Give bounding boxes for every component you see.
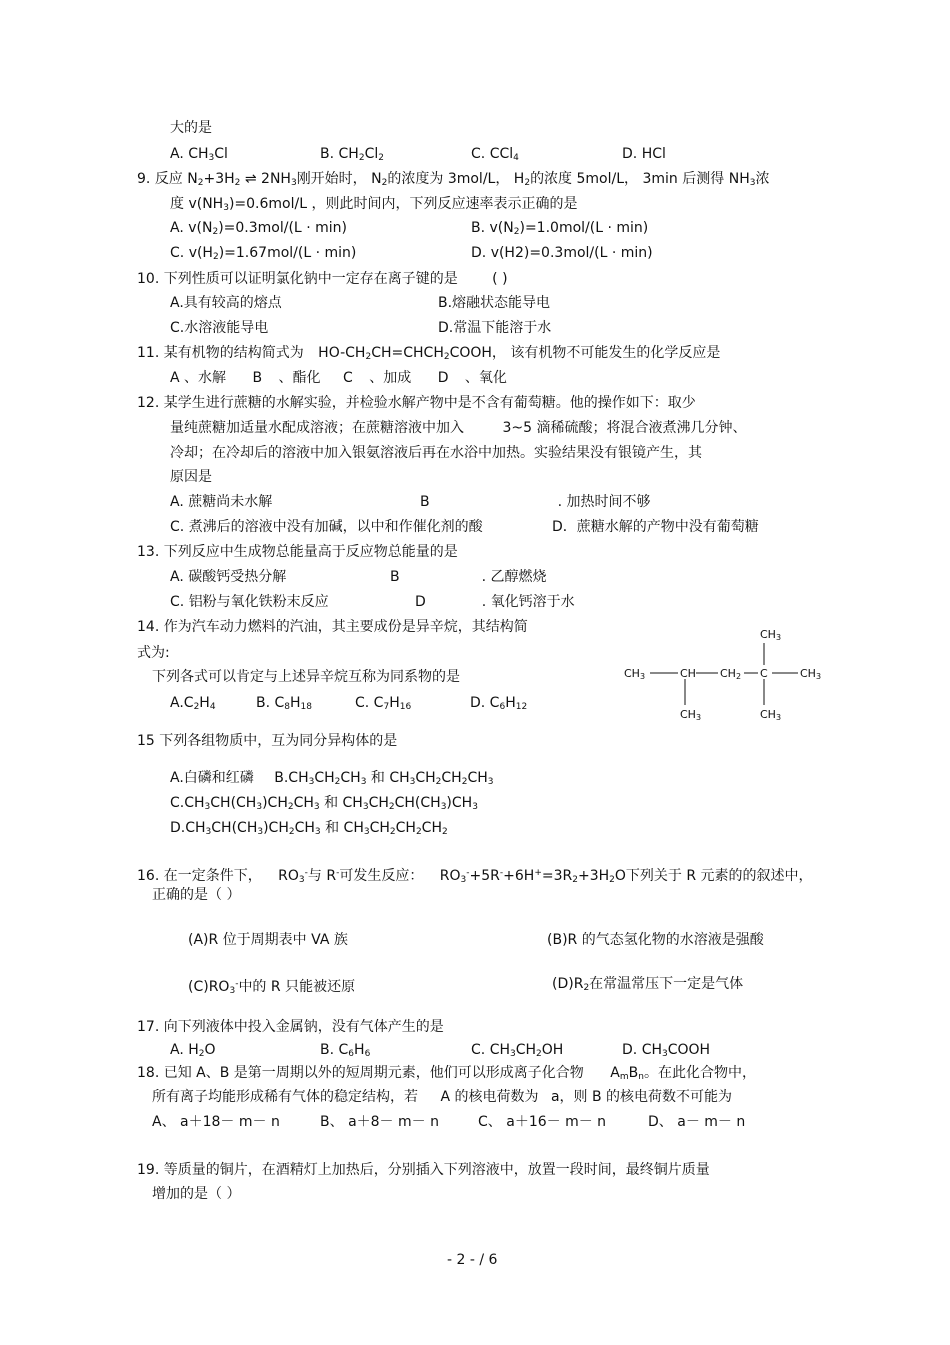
q8-option-b: B. CH2Cl2 xyxy=(320,146,384,163)
structure-c: C xyxy=(760,667,768,680)
q18-stem-line-1: 18. 已知 A、B 是第一周期以外的短周期元素，他们可以形成离子化合物 AmBn。在此化合物中， xyxy=(137,1065,756,1082)
q14-option-b: B. C8H18 xyxy=(256,695,312,712)
q12-option-d: D．蔗糖水解的产物中没有葡萄糖 xyxy=(552,519,759,535)
q15-options-ab: A.白磷和红磷 B.CH3CH2CH3 和 CH3CH2CH2CH3 xyxy=(170,770,494,787)
q14-stem-line-2: 式为: xyxy=(137,645,170,661)
structure-ch3-top: CH3 xyxy=(760,628,782,642)
q19-stem-line-1: 19. 等质量的铜片，在酒精灯上加热后，分别插入下列溶液中，放置一段时间，最终铜片质量 xyxy=(137,1162,710,1178)
q16-option-c: (C)RO3-中的 R 只能被还原 xyxy=(188,979,356,996)
structure-ch3-bottom-left: CH3 xyxy=(680,708,702,722)
q17-option-b: B. C6H6 xyxy=(320,1042,371,1059)
q17-stem: 17. 向下列液体中投入金属钠，没有气体产生的是 xyxy=(137,1019,444,1035)
q18-option-d: D、 a－ m－ n xyxy=(648,1114,746,1130)
structure-ch2: CH2 xyxy=(720,667,742,681)
q12-option-b: B . 加热时间不够 xyxy=(420,494,651,510)
q9-stem-line-2: 度 v(NH3)=0.6mol/L ，则此时间内，下列反应速率表示正确的是 xyxy=(170,196,578,213)
q9-option-d: D. v(H2)=0.3mol/(L · min) xyxy=(471,245,653,261)
structure-ch3-right: CH3 xyxy=(800,667,822,681)
q8-option-d: D. HCl xyxy=(622,146,666,162)
q18-stem-line-2: 所有离子均能形成稀有气体的稳定结构，若 A 的核电荷数为 a，则 B 的核电荷数不可能为 xyxy=(152,1089,733,1105)
q18-option-b: B、 a＋8－ m－ n xyxy=(320,1114,439,1130)
q10-option-c: C.水溶液能导电 xyxy=(170,320,269,336)
q19-stem-line-2: 增加的是（ ） xyxy=(152,1186,241,1202)
q16-option-a: (A)R 位于周期表中 VA 族 xyxy=(188,932,348,948)
q10-stem: 10. 下列性质可以证明氯化钠中一定存在离子键的是 ( ) xyxy=(137,271,508,287)
q16-option-d: (D)R2在常温常压下一定是气体 xyxy=(552,976,744,993)
q13-option-b: B . 乙醇燃烧 xyxy=(390,569,547,585)
q12-option-c: C. 煮沸后的溶液中没有加碱，以中和作催化剂的酸 xyxy=(170,519,483,535)
q15-option-c: C.CH3CH(CH3)CH2CH3 和 CH3CH2CH(CH3)CH3 xyxy=(170,795,478,812)
structure-ch3-left: CH3 xyxy=(624,667,646,681)
q11-options: A 、水解 B 、酯化 C 、加成 D 、氧化 xyxy=(170,370,507,386)
q8-option-c: C. CCl4 xyxy=(471,146,519,163)
q18-option-a: A、 a＋18－ m－ n xyxy=(152,1114,280,1130)
q17-option-c: C. CH3CH2OH xyxy=(471,1042,564,1059)
q16-stem-line-2: 正确的是（ ） xyxy=(152,887,241,903)
q14-option-a: A.C2H4 xyxy=(170,695,216,712)
isooctane-structure-diagram xyxy=(618,625,838,725)
q14-stem-line-3: 下列各式可以肯定与上述异辛烷互称为同系物的是 xyxy=(152,669,460,685)
q14-option-d: D. C6H12 xyxy=(470,695,528,712)
q12-stem-line-1: 12. 某学生进行蔗糖的水解实验，并检验水解产物中是不含有葡萄糖。他的操作如下：取少 xyxy=(137,395,696,411)
q17-option-d: D. CH3COOH xyxy=(622,1042,711,1059)
q11-stem: 11. 某有机物的结构简式为 HO-CH2CH=CHCH2COOH， 该有机物不可能发生的化学反应是 xyxy=(137,345,721,362)
q9-stem-line-1: 9. 反应 N2+3H2 ⇌ 2NH3刚开始时， N2的浓度为 3mol/L， H2的浓度 5mol/L， 3min 后测得 NH3浓 xyxy=(137,171,770,188)
q15-stem: 15 下列各组物质中，互为同分异构体的是 xyxy=(137,733,398,749)
q9-option-c: C. v(H2)=1.67mol/(L · min) xyxy=(170,245,357,262)
q8-option-a: A. CH3Cl xyxy=(170,146,228,163)
q10-option-b: B.熔融状态能导电 xyxy=(438,295,551,311)
q16-option-b: (B)R 的气态氢化物的水溶液是强酸 xyxy=(547,932,764,948)
q13-option-c: C. 铝粉与氧化铁粉末反应 xyxy=(170,594,329,610)
q17-option-a: A. H2O xyxy=(170,1042,216,1059)
q13-stem: 13. 下列反应中生成物总能量高于反应物总能量的是 xyxy=(137,544,458,560)
q10-option-d: D.常温下能溶于水 xyxy=(438,320,552,336)
q16-stem-line-1: 16. 在一定条件下， RO3-与 R-可发生反应： RO3-+5R-+6H+=3R2+3H2O下列关于 R 元素的的叙述中， xyxy=(137,868,813,885)
q12-option-a: A. 蔗糖尚未水解 xyxy=(170,494,273,510)
reversible-arrow-icon: ⇌ xyxy=(244,171,257,187)
q18-option-c: C、 a＋16－ m－ n xyxy=(478,1114,607,1130)
q13-option-d: D . 氧化钙溶于水 xyxy=(415,594,575,610)
q12-stem-line-4: 原因是 xyxy=(170,469,212,485)
q8-stem-tail: 大的是 xyxy=(170,120,212,136)
q12-stem-line-3: 冷却；在冷却后的溶液中加入银氨溶液后再在水浴中加热。实验结果没有银镜产生，其 xyxy=(170,445,702,461)
q12-stem-line-2: 量纯蔗糖加适量水配成溶液；在蔗糖溶液中加入 3~5 滴稀硫酸；将混合液煮沸几分钟、 xyxy=(170,420,747,436)
structure-ch3-bottom-right: CH3 xyxy=(760,708,782,722)
q10-option-a: A.具有较高的熔点 xyxy=(170,295,282,311)
q14-stem-line-1: 14. 作为汽车动力燃料的汽油，其主要成份是异辛烷，其结构简 xyxy=(137,619,528,635)
q13-option-a: A. 碳酸钙受热分解 xyxy=(170,569,287,585)
q9-option-b: B. v(N2)=1.0mol/(L · min) xyxy=(471,220,649,237)
q14-option-c: C. C7H16 xyxy=(355,695,412,712)
q9-option-a: A. v(N2)=0.3mol/(L · min) xyxy=(170,220,347,237)
q15-option-d: D.CH3CH(CH3)CH2CH3 和 CH3CH2CH2CH2 xyxy=(170,820,448,837)
page-number: - 2 - / 6 xyxy=(447,1252,498,1268)
structure-ch: CH xyxy=(680,667,696,680)
